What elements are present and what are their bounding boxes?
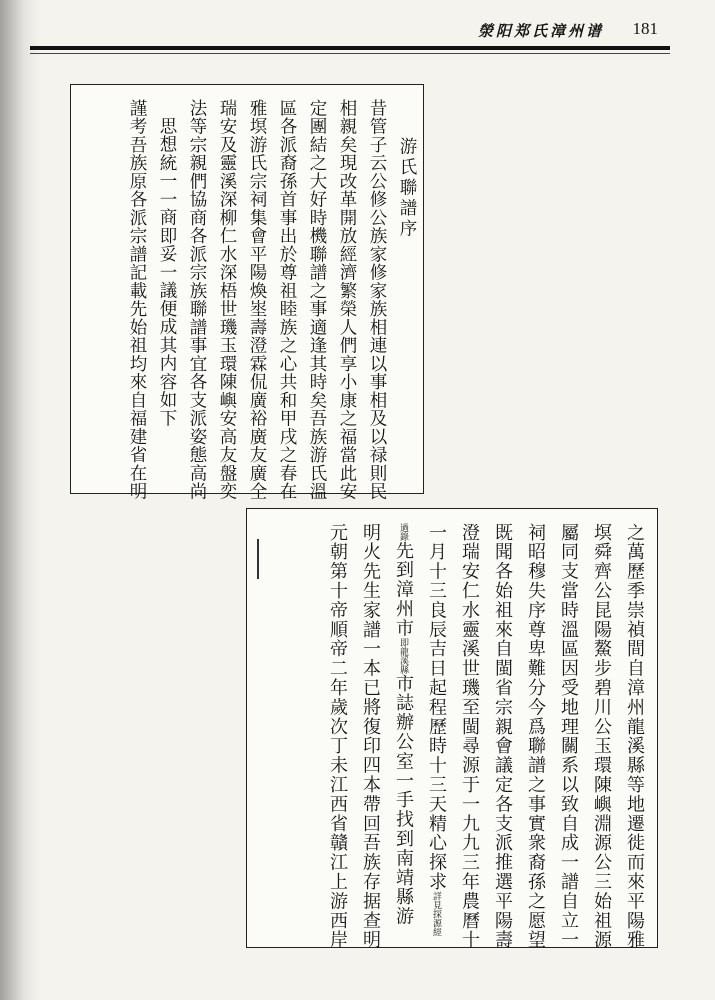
scan-shadow bbox=[0, 0, 40, 1000]
continuation-columns bbox=[313, 509, 645, 950]
text-column: 相親矣現改革開放經濟繁榮人們享小康之福當此安 bbox=[337, 99, 357, 501]
text-column: 元朝第十帝順帝二年歲次丁未江西省贛江上游西岸 bbox=[327, 523, 348, 950]
inline-note: 過錄 bbox=[398, 523, 408, 541]
text-column: 法等宗親們協商各派宗族聯譜事宜各支派姿態高尚 bbox=[187, 99, 207, 501]
page-number: 181 bbox=[632, 19, 658, 38]
text-column: 昔管子云公修公族家修家族相連以事相及以禄則民 bbox=[367, 99, 387, 501]
page-header bbox=[30, 8, 670, 54]
inline-note: 即龍溪縣 bbox=[398, 638, 408, 674]
text-column: 既聞各始祖來自閩省宗親會議定各支派推選平陽壽 bbox=[492, 523, 513, 950]
text-column: 雅塓游氏宗祠集會平陽煥埊壽澄霖侃廣裕廣友廣全 bbox=[247, 99, 267, 501]
inline-note: 詳見探源經 bbox=[431, 891, 441, 937]
continuation-box bbox=[246, 508, 658, 948]
text-column: 塓舜齊公昆陽鰲步碧川公玉環陳嶼淵源公三始祖源 bbox=[591, 523, 612, 950]
text-column: 祠昭穆失序尊卑難分今爲聯譜之事實衆裔孫之愿望 bbox=[525, 523, 546, 950]
text-column: 屬同支當時溫區因受地理關系以致自成一譜自立一 bbox=[558, 523, 579, 950]
text-column: 定團結之大好時機聯譜之事適逢其時矣吾族游氏溫 bbox=[307, 99, 327, 501]
text-column: 區各派裔孫首事出於尊祖睦族之心共和甲戌之春在 bbox=[277, 99, 297, 501]
text-column: 過錄先到漳州市即龍溪縣市誌辦公室一手找到南靖縣游 bbox=[393, 523, 414, 927]
text-column: 瑞安及靈溪深柳仁水深梧世璣玉環陳嶼安高友盤奕 bbox=[217, 99, 237, 501]
text-column: 思想統一一商即妥一議便成其内容如下 bbox=[157, 117, 177, 428]
text-column: 澄瑞安仁水靈溪世璣至閩尋源于一九九三年農曆十 bbox=[459, 523, 480, 950]
text-column: 一月十三良辰吉日起程歷時十三天精心探求詳見探源經 bbox=[426, 523, 447, 937]
preface-columns bbox=[115, 85, 417, 501]
preface-title: 游氏聯譜序 bbox=[397, 137, 417, 240]
header-rule-thin bbox=[30, 53, 670, 54]
header-rule bbox=[30, 46, 670, 50]
preface-box bbox=[70, 84, 424, 501]
margin-mark bbox=[257, 539, 259, 579]
text-column: 謹考吾族原各派宗譜記載先始祖均來自福建省在明 bbox=[127, 99, 147, 501]
text-column: 明火先生家譜一本已將復印四本帶回吾族存据查明 bbox=[360, 523, 381, 950]
running-title: 滎阳郑氏漳州谱 bbox=[477, 22, 604, 40]
text-column: 之萬歷季崇禎間自漳州龍溪縣等地遷徙而來平陽雅 bbox=[624, 523, 645, 950]
